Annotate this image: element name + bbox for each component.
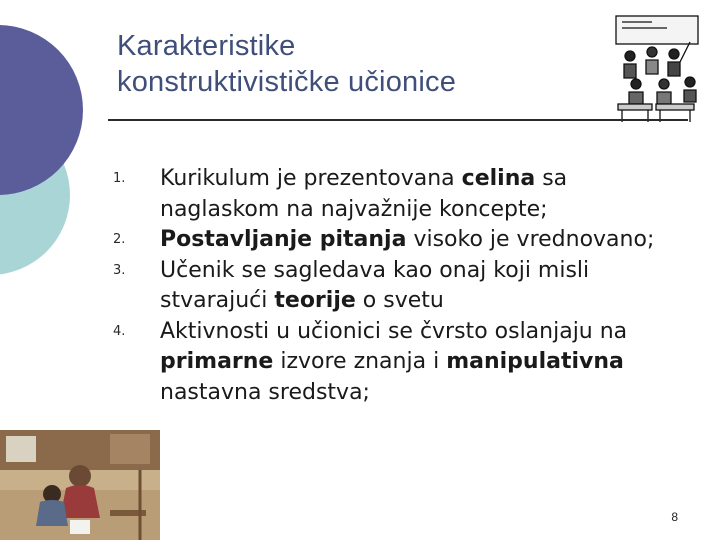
list-item	[110, 317, 670, 409]
item-text: Aktivnosti u učionici se čvrsto oslanjaju na	[160, 318, 628, 344]
page-number: 8	[671, 510, 678, 524]
list-number: 3.	[113, 262, 126, 278]
list-item	[110, 225, 670, 256]
emphasis-text: teorije	[274, 288, 356, 313]
children-photo	[0, 430, 160, 540]
emphasis-text: celina	[461, 166, 536, 191]
item-text: izvore znanja i	[273, 349, 447, 374]
emphasis-text: primarne	[160, 349, 274, 374]
item-text: sa naglaskom na najvažnije koncepte;	[160, 166, 568, 222]
list-number: 1.	[113, 171, 126, 186]
title-divider	[108, 119, 688, 121]
item-text: visoko je vrednovano;	[406, 227, 655, 252]
item-text: o svetu	[355, 288, 444, 313]
emphasis-text: manipulativna	[446, 349, 624, 374]
list-number: 2.	[113, 232, 126, 247]
slide-title	[117, 28, 456, 100]
item-text: Kurikulum je prezentovana	[160, 166, 462, 191]
bullet-list	[110, 164, 670, 408]
title-line-1: Karakteristike	[117, 30, 296, 62]
emphasis-text: Postavljanje pitanja	[160, 227, 407, 252]
item-text: nastavna sredstva;	[160, 379, 370, 405]
list-number: 4.	[113, 323, 126, 339]
classroom-clipart	[612, 12, 702, 124]
title-line-2: konstruktivističke učionice	[117, 66, 457, 98]
item-text: Učenik se sagledava kao onaj koji misli stvarajući	[160, 257, 590, 313]
list-item	[110, 256, 670, 317]
list-item	[110, 164, 670, 225]
